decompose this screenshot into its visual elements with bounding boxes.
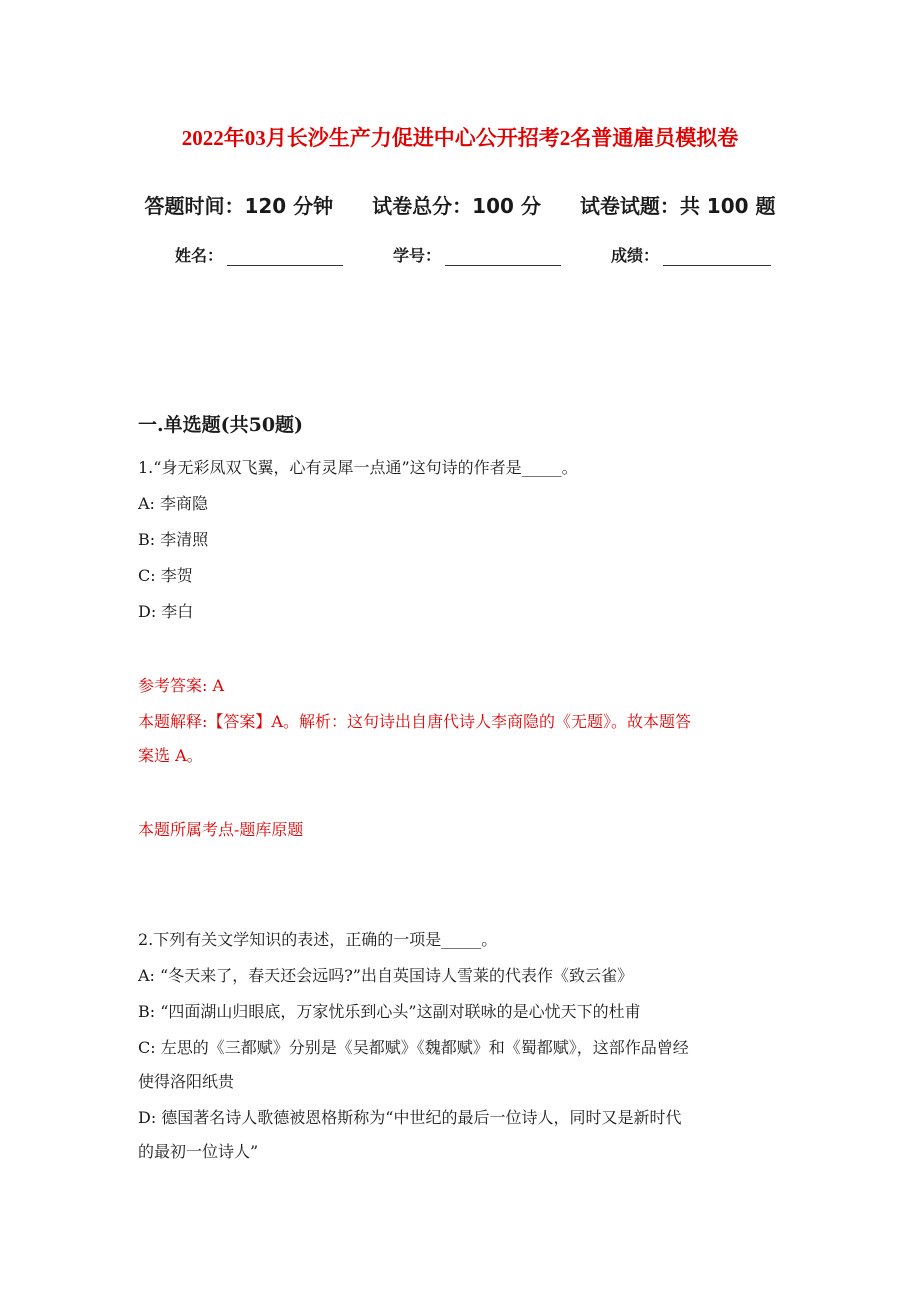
- name-field: [175, 243, 343, 266]
- section-heading: 一.单选题(共50题): [138, 414, 304, 436]
- score-field: [611, 243, 771, 266]
- q1-explanation: 本题解释:【答案】A。解析：这句诗出自唐代诗人李商隐的《无题》。故本题答: [138, 712, 691, 731]
- q2-stem: 2.下列有关文学知识的表述，正确的一项是_____。: [138, 930, 498, 949]
- q1-answer: 参考答案: A: [138, 676, 225, 695]
- name-label: 姓名：: [175, 246, 224, 265]
- q2-option-b: B: “四面湖山归眼底，万家忧乐到心头”这副对联咏的是心忧天下的杜甫: [138, 1002, 641, 1021]
- q1-option-b: B: 李清照: [138, 530, 209, 549]
- score-label: 成绩：: [611, 246, 660, 265]
- exam-question-count: 试卷试题：共 100 题: [579, 194, 776, 218]
- exam-total-score: 试卷总分：100 分: [372, 194, 541, 218]
- q2-option-c: C: 左思的《三都赋》分别是《吴都赋》《魏都赋》和《蜀都赋》，这部作品曾经: [138, 1038, 689, 1057]
- q1-option-c: C: 李贺: [138, 566, 193, 585]
- score-blank: [663, 247, 771, 266]
- exam-time: 答题时间：120 分钟: [144, 194, 334, 218]
- id-blank: [445, 247, 561, 266]
- q2-option-c-cont: 使得洛阳纸贵: [138, 1072, 235, 1091]
- exam-title: 2022年03月长沙生产力促进中心公开招考2名普通雇员模拟卷: [181, 126, 739, 150]
- q2-option-a: A: “冬天来了，春天还会远吗?”出自英国诗人雪莱的代表作《致云雀》: [138, 966, 633, 985]
- id-field: [393, 243, 561, 266]
- q1-knowledge-point: 本题所属考点-题库原题: [138, 820, 304, 839]
- exam-meta: [0, 190, 920, 219]
- q2-option-d: D: 德国著名诗人歌德被恩格斯称为“中世纪的最后一位诗人，同时又是新时代: [138, 1108, 682, 1127]
- id-label: 学号：: [393, 246, 442, 265]
- q1-option-d: D: 李白: [138, 602, 194, 621]
- q1-explanation-cont: 案选 A。: [138, 746, 203, 765]
- q1-stem: 1.“身无彩凤双飞翼，心有灵犀一点通”这句诗的作者是_____。: [138, 458, 578, 477]
- q1-option-a: A: 李商隐: [138, 494, 209, 513]
- name-blank: [227, 247, 343, 266]
- q2-option-d-cont: 的最初一位诗人”: [138, 1142, 259, 1161]
